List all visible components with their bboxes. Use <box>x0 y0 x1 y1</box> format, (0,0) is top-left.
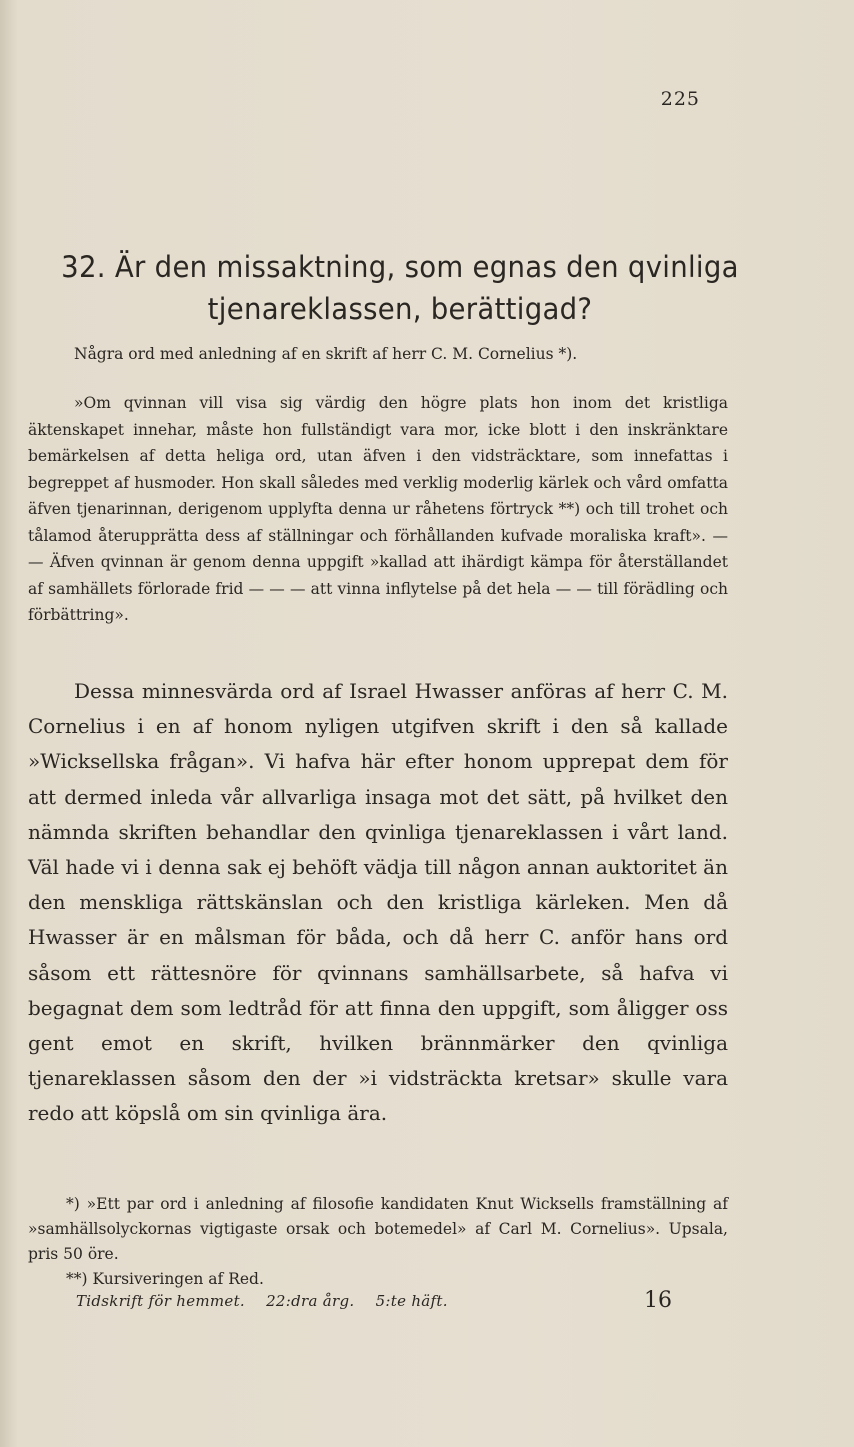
quote-paragraph: »Om qvinnan vill visa sig värdig den högre plats hon inom det kristliga äktenskapet innehar, måste hon fullständigt vara mor, icke blott i den inskränktare bemärkelsen af detta heliga ord, utan äfven i den vidsträcktare, som innefattas i begreppet af husmoder. Hon skall således med verklig moderlig kärlek och vård omfatta äfven tjenarinnan, derigenom upplyfta denna ur råhetens förtryck **) och till trohet och tålamod återupprätta dess af ställningar och förhållanden kufvade moraliska kraft». — — Äfven qvinnan är genom denna uppgift »kallad att ihärdigt kämpa för återställandet af samhällets förlorade frid — — — att vinna inflytelse på det hela — — till förädling och förbättring». <box>28 394 728 624</box>
page-footer <box>76 1292 676 1310</box>
footer-journal: Tidskrift för hemmet. <box>76 1292 245 1310</box>
body-text <box>28 674 728 1132</box>
footer-year: 22:dra årg. <box>266 1292 355 1310</box>
title-line-2: tjenareklassen, berättigad? <box>207 292 593 326</box>
signature-mark: 16 <box>644 1288 672 1313</box>
title-line-1: 32. Är den missaktning, som egnas den qvinliga <box>61 250 739 284</box>
article-title <box>49 246 752 330</box>
footer-issue: 5:te häft. <box>375 1292 448 1310</box>
intro-line <box>28 342 728 366</box>
page-number: 225 <box>660 88 700 110</box>
intro-text: Några ord med anledning af en skrift af herr C. M. Cornelius *). <box>74 345 578 363</box>
footnotes <box>28 1192 728 1292</box>
footnote-2: **) Kursiveringen af Red. <box>66 1270 264 1288</box>
body-paragraph: Dessa minnesvärda ord af Israel Hwasser anföras af herr C. M. Cornelius i en af honom nyligen utgifven skrift i den så kallade »Wicksellska frågan». Vi hafva här efter honom upprepat dem för att dermed inleda vår allvarliga insaga mot det sätt, på hvilket den nämnda skriften behandlar den qvinliga tjenareklassen i vårt land. Väl hade vi i denna sak ej behöft vädja till någon annan auktoritet än den menskliga rättskänslan och den kristliga kärleken. Men då Hwasser är en målsman för båda, och då herr C. anför hans ord såsom ett rättesnöre för qvinnans samhällsarbete, så hafva vi begagnat dem som ledtråd för att finna den uppgift, som åligger oss gent emot en skrift, hvilken brännmärker den qvinliga tjenareklassen såsom den der »i vidsträckta kretsar» skulle vara redo att köpslå om sin qvinliga ära. <box>28 679 728 1126</box>
footnote-1: *) »Ett par ord i anledning af filosofie kandidaten Knut Wicksells framställning af »samhällsolyckornas vigtigaste orsak och botemedel» af Carl M. Cornelius». Upsala, pris 50 öre. <box>28 1195 728 1263</box>
quote-block <box>28 390 728 629</box>
